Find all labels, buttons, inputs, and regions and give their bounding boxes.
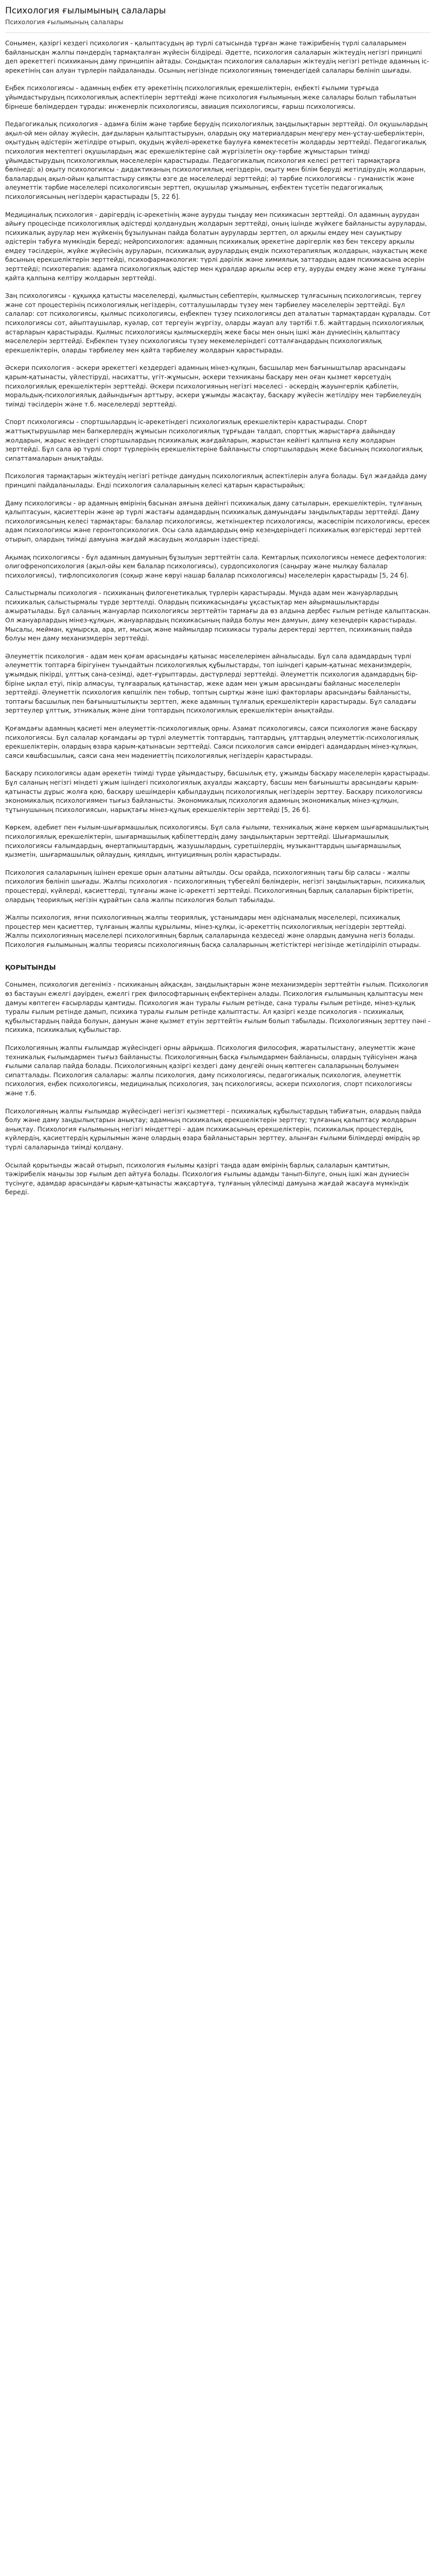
- paragraph: Еңбек психологиясы - адамның еңбек ету әрекетінің психологиялық ерекшеліктерін, еңбекті ғылыми тұрғыда ұйымдастырудың психологиялық аспектілерін зерттейді және психология ғылымының жеке салалары болып табылатын бірнеше бөлімдерден тұрады: инженерлік психологиясы, авиация психологиясы, ғарыш психологиясы.: [5, 84, 416, 110]
- paragraph: Әскери психология - әскери әрекеттегі кездердегі адамның мінез-құлқын, басшылар мен бағыныштылар арасындағы қарым-қатынасты, үйлестіруді, насихатты, үгіт-жұмысын, әскери техниканы басқару мен оған қызмет көрсетудің психологиялық ерекшеліктерін зерттейді. Әскери психологияның негізгі мәселесі - әскердің жауынгерлік қабілетін, моральдық-психологиялық дайындығын арттыру, әскери ұжымды жасақтау, басқару жүйесін жетілдіру мен тәрбиелеудің тиімді тәсілдерін және т.б. мәселелерді зерттейді.: [5, 364, 421, 408]
- paragraph: Даму психологиясы - әр адамның өмірінің басынан аяғына дейінгі психикалық даму сатыларын, ерекшеліктерін, тұлғаның қалыптасуын, қасиеттерін және әр түрлі жастағы адамдардың психикалық дамуындағы заңдылықтарды зерттейді. Даму психологиясының келесі тармақтары: балалар психологиясы, жеткіншектер психологиясы, жасөспірім психологиясы, ересек адам психологиясы және геронтопсихология. Осы сала адамдардың өмір кезеңдеріндегі психикалық өзгерістерді зерттей отырып, олардың тиімді дамуына жағдай жасаудың жолдарын іздестіреді.: [5, 499, 430, 543]
- paragraph: Психология салаларының ішінен ерекше орын алатыны айтылды. Осы орайда, психологияның тағы бір саласы - жалпы психология бөлініп шығады. Жалпы психология - психологияның түбегейлі бөлімдерін, негізгі заңдылықтарын, психикалық процестерді, күйлерді, қасиеттерді, тұлғаны және іс-әрекетті зерттейді. Психологияның барлық салаларын біріктіретін, олардың теориялық негізін құрайтын сала жалпы психология болып табылады.: [5, 869, 425, 904]
- paragraph: Сонымен, қазіргі кездегі психология - қалыптасудың әр түрлі сатысында тұрған және тәжірибенің түрлі салаларымен байланысқан жалпы пәндердің тармақталған жүйесін білдіреді. Әдетте, психология салаларын жіктеудің негізгі принципі деп әрекеттегі психиканың даму принципін айтады. Сондықтан психология салаларын жіктеудің негізгі ретінде адамның іс-әрекетінің сан алуан түрлерін пайдаланады. Осының негізінде психологияның төмендегідей салалары бөлініп шығады.: [5, 40, 429, 74]
- paragraph: Психология тармақтарын жіктеудің негізгі ретінде дамудың психологиялық аспектілерін алуға болады. Бұл жағдайда даму принципі пайдаланылады. Енді психология салаларының келесі қатарын қарастырайық:: [5, 472, 427, 489]
- paragraph: Медициналық психология - дәрігердің іс-әрекетінің және ауруды тыңдау мен психикасын зерттейді. Ол адамның аурудан айығу процесінде психологиялық әдістерді қолданудың жолдарын зерттейді, оның ішінде жүйкеге байланысты ауруларды, психикалық аурулар мен жүйкенің бұзылуынан пайда болатын ауруларды зерттеп, ол арқылы емдеу мен сауықтыру әдістерін табуға мүмкіндік береді; нейропсихология: адамның психикалық әрекетіне дәрігерлік көз бен тексеру арқылы емдеу тәсілдерін, жүйке жүйесінің ауруларын, психикалық аурулардың емдік психотерапиялық жолдарын, наукастың жеке басының ерекшеліктерін зерттейді, психофармакология: түрлі дәрілік және химиялық заттардың адам психикасына әсерін зерттейді; психотерапия: адамға психологиялық әдістер мен құралдар арқылы әсер ету, ауруды емдеу және жеке тұлғаны қайта қалпына келтіру жолдарын зерттейді.: [5, 211, 427, 282]
- page-title: Психология ғылымының салалары: [5, 6, 166, 16]
- conclusion-paragraph: Сонымен, психология дегеніміз - психиканың айқасқан, заңдылықтарын және механизмдерін зерттейтін ғылым. Психология өз бастауын ежелгі дәуірден, ежелгі грек философтарының еңбектерінен алады. Психология ғылымының қалыптасуы мен дамуы көптеген ғасырларды қамтиды. Психология жан туралы ғылым ретінде, сана туралы ғылым ретінде, мінез-құлық туралы ғылым ретінде дамып, психика туралы ғылым ретінде қалыптасты. Ал қазіргі кезде психология - психикалық құбылыстардың пайда болуын, дамуын және қызмет етуін зерттейтін ғылым болып табылады. Психологияның зерттеу пәні - психика, психикалық құбылыстар.: [5, 981, 431, 1034]
- paragraph: Қоғамдағы адамның қасиеті мен әлеуметтік-психологиялық орны. Азамат психологиясы, саяси психология және басқару психологиясы. Бұл салалар қоғамдағы әр түрлі әлеуметтік топтардың, таптардың, ұлттардың әлеуметтік-психологиялық ерекшеліктерін, олардың өзара қарым-қатынасын зерттейді. Саяси психология саяси өмірдегі адамдардың мінез-құлқын, саяси көшбасшылық, саяси сана мен мәдениеттің психологиялық негіздерін қарастырады.: [5, 725, 418, 759]
- paragraph: Ақымақ психологиясы - бұл адамның дамуының бұзылуын зерттейтін сала. Кемтарлық психологиясы немесе дефектология: олигофренопсихология (ақыл-ойы кем балалар психологиясы), сурдопсихология (саңырау және мылқау балалар психологиясы), тифлопсихология (соқыр және көруі нашар балалар психологиясы) мәселелерін қарастырады [5, 24 б].: [5, 553, 427, 579]
- paragraph: Спорт психологиясы - спортшылардың іс-әрекетіндегі психологиялық ерекшеліктерін қарастырады. Спорт жаттықтырушылар мен бапкерлердің жұмысын психологиялық тұрғыдан талдап, спорттық жарыстарға дайындау жолдарын, жарыс кезіндегі спортшылардың психикалық жағдайларын, жарыстан кейінгі қалпына келу жолдарын зерттейді. Бұл сала әр түрлі спорт түрлерінің ерекшеліктеріне байланысты спортшылардың жеке басының психологиялық сипаттамаларын анықтайды.: [5, 418, 423, 462]
- paragraph: Салыстырмалы психология - психиканың филогенетикалық түрлерін қарастырады. Мұнда адам мен жануарлардың психикалық салыстырмалы түрде зерттелді. Олардың психикасындағы ұқсастықтар мен айырмашылықтарды ажыратылады. Бұл саланың жануарлар психологиясы зерттейтін тармағы да өз алдына дербес ғылым ретінде қалыптасқан. Ол жануарлардың мінез-құлқын, жануарлардың психикасының пайда болуы мен дамуын, даму кезеңдерін қарастырады. Мысалы, мейман, құмырсқа, ара, ит, мысық және маймылдар психикасы туралы деректерді зерттеп, психиканың пайда болуы мен даму механизмдерін зерттейді.: [5, 589, 431, 642]
- paragraph: Жалпы психология, яғни психологияның жалпы теориялық, ұстанымдары мен әдіснамалық мәселелері, психикалық процестер мен қасиеттер, тұлғаның жалпы құрылымы, мінез-құлқы, іс-әрекеттің психологиялық негіздерін зерттейді. Жалпы психологияның мәселелері психологияның барлық салаларында кездеседі және олардың дамуына негіз болады. Психология ғылымының жалпы теориясы психологияның басқа салаларының жетістіктері негізінде жетілдіріліп отырады.: [5, 914, 421, 948]
- paragraph: Әлеуметтік психология - адам мен қоғам арасындағы қатынас мәселелерімен айналысады. Бұл сала адамдардың түрлі әлеуметтік топтарға бірігуінен туындайтын психологиялық құбылыстарды, топ ішіндегі қарым-қатынас механизмдерін, ұжымдық пікірді, ұлттық сана-сезімді, әдет-ғұрыптарды, дәстүрлерді зерттейді. Әлеуметтік психология адамдардың бір-біріне ықпал етуі, пікір алмасуы, тұлғааралық қатынастар, жеке адам мен ұжым арасындағы байланыс мәселелерін зерттейді. Әлеуметтік психология көпшілік пен тобыр, топтың сыртқы және ішкі факторлары арасындағы байланысты, топтағы басшылық пен бағыныштылықты зерттеп, жеке адамның тұлғалық ерекшеліктерін қарастырады. Бұл саладағы зерттеулер ұлттық, этникалық және діни топтардың психологиялық ерекшеліктерін анықтайды.: [5, 652, 418, 715]
- conclusion-paragraph: Психологияның жалпы ғылымдар жүйесіндегі орны айрықша. Психология философия, жаратылыстану, әлеуметтік және техникалық ғылымдармен тығыз байланысты. Психологияның басқа ғылымдармен байланысы, олардың түйісуінен жаңа ғылыми салалар пайда болады. Психологияның қазіргі кездегі даму деңгейі оның көптеген салаларының болуымен сипатталады. Психология салалары: жалпы психология, даму психологиясы, педагогикалық психология, әлеуметтік психология, еңбек психологиясы, медициналық психология, заң психологиясы, әскери психология, спорт психологиясы және т.б.: [5, 1044, 417, 1097]
- conclusion-heading: ҚОРЫТЫНДЫ: [5, 963, 56, 972]
- paragraph: Басқару психологиясы адам әрекетін тиімді түрде ұйымдастыру, басшылық ету, ұжымды басқару мәселелерін қарастырады. Бұл саланың негізгі міндеті ұжым ішіндегі психологиялық ахуалды жақсарту, басшы мен бағынышты арасындағы қарым-қатынасты дұрыс жолға қою, басқару шешімдерін қабылдаудың психологиялық негіздерін зерттеу. Басқару психологиясы экономикалық психологиямен тығыз байланысты. Экономикалық психология адамның экономикалық мінез-құлқын, тұтынушының психологиясын, нарықтағы мінез-құлық ерекшеліктерін зерттейді [5, 26 б].: [5, 770, 430, 814]
- article: [0, 0, 436, 1197]
- paragraph: Заң психологиясы - құқыққа қатысты мәселелерді, қылмыстың себептерін, қылмыскер тұлғасының психологиясын, тергеу және сот процестерінің психологиялық негіздерін, сотталушыларды түзеу мен тәрбиелеу мәселелерін зерттейді. Бұл салалар: сот психологиясы, қылмыс психологиясы, еңбекпен түзеу психологиясы деп аталатын тармақтардан құралады. Сот психологиясы сот, айыптаушылар, куәлар, сот тергеуін жүргізу, оларды жауап алу тәртібі т.б. жайттардың психологиялық астарларын қарастырады. Қылмыс психологиясы қылмыскердің жеке басы мен оның ішкі жан дүниесінің қалыптасу мәселелерін зерттейді. Еңбекпен түзеу психологиясы түзеу мекемелеріндегі сотталғандардың психологиялық ерекшеліктерін, оларды тәрбиелеу мен қайта тәрбиелеу жолдарын қарастырады.: [5, 292, 431, 354]
- page-subtitle: Психология ғылымының салалары: [5, 18, 124, 26]
- divider: [5, 32, 431, 33]
- conclusion-paragraph: Психологияның жалпы ғылымдар жүйесіндегі негізгі қызметтері - психикалық құбылыстардың табиғатын, олардың пайда болу және даму заңдылықтарын анықтау; адамның психикалық ерекшеліктерін зерттеу; тұлғаның қалыптасу жолдарын анықтау. Психология ғылымының негізгі міндеттері - адам психикасының ерекшеліктерін, психикалық процестердің, күйлердің, қасиеттердің құрылымын және олардың өзара байланыстарын зерттеу, алынған ғылыми білімдерді өмірдің әр түрлі салаларында тиімді қолдану.: [5, 1107, 422, 1151]
- paragraph: Педагогикалық психология - адамға білім және тәрбие берудің психологиялық заңдылықтарын зерттейді. Ол оқушылардың ақыл-ой мен ойлау жүйесін, дағдыларын қалыптастыруын, олардың оқу материалдарын меңгеру мен-ұстау-шеберліктерін, оқытудың әдістерін жетілдіре отырып, оқудың жүйелі-әрекетке баулуға көмектесетін жолдарды зерттейді. Педагогикалық психология мектептегі оқушылардың жас ерекшеліктеріне сай жүргізілетін оқу-тәрбие жұмыстарын тиімді ұйымдастырудың психологиялық мәселелерін қарастырады. Педагогикалық психология келесі реттегі тармақтарға бөлінеді: а) оқыту психологиясы - дидактиканың психологиялық негіздерін, оқыту мен білім беруді жетілдірудің жолдарын, балалардың ақыл-ойын қалыптастыру сияқты өзге де мәселелерді зерттейді; ә) тәрбие психологиясы - гуманистік және әлеуметтік тәрбие мәселелері психологиясын зерттеп, оқушылар ұжымының, еңбектен түсетін педагогикалық психологиясының негіздерін қарастырады [5, 22 б].: [5, 121, 428, 200]
- paragraph: Көркем, әдебиет пен ғылым-шығармашылық психологиясы. Бұл сала ғылыми, техникалық және көркем шығармашылықтың психологиялық ерекшеліктерін, шығармашылық қабілеттердің даму заңдылықтарын зерттейді. Шығармашылық психологиясы ғалымдардың, өнертапқыштардың, жазушылардың, суретшілердің, музыканттардың шығармашылық қызметін, шығармашылық ойлаудың, қиялдың, интуицияның ролін қарастырады.: [5, 824, 429, 859]
- article-body: [5, 39, 431, 950]
- conclusion-paragraph: Осылай қорытынды жасай отырып, психология ғылымы қазіргі таңда адам өмірінің барлық салаларын қамтитын, тәжірибелік маңызы зор ғылым деп айтуға болады. Психология ғылымы адамды танып-білуге, оның ішкі жан дүниесін түсінуге, адамдар арасындағы қарым-қатынасты жақсартуға, тұлғаның үйлесімді дамуына жағдай жасауға мүмкіндік береді.: [5, 1161, 409, 1196]
- conclusion-body: [5, 980, 431, 1197]
